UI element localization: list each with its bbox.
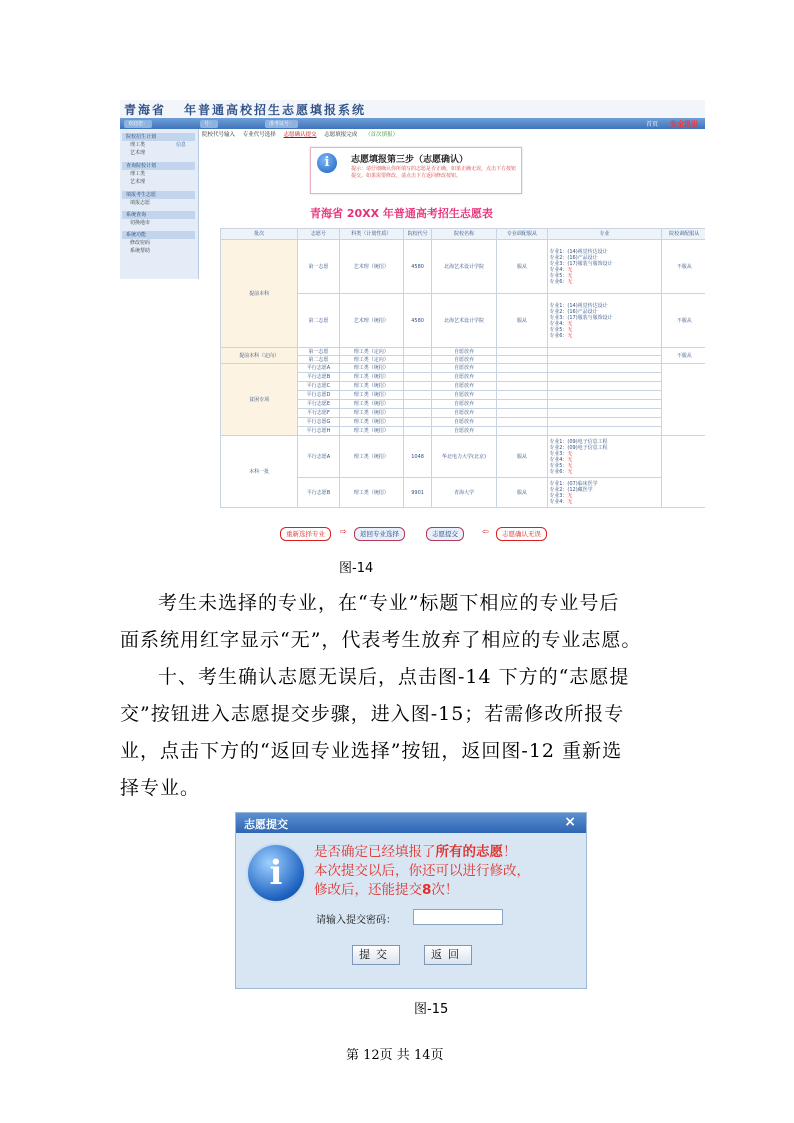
nav-number: 号： bbox=[200, 120, 218, 128]
arrow-right-icon: ⇨ bbox=[340, 527, 347, 536]
majors-cell: 专业1：(07)临床医学 专业2：(12)藏医学 专业3：无 专业4：无 bbox=[548, 478, 661, 508]
majors-cell: 专业1：(09)电子信息工程 专业2：(09)电子信息工程 专业3：无 专业4：无 专业5：无 专业6：无 bbox=[548, 436, 661, 478]
cell: 不服从 bbox=[661, 240, 705, 294]
dialog-message: 是否确定已经填报了所有的志愿！ 本次提交以后，你还可以进行修改， 修改后，还能提交8次！ bbox=[314, 844, 530, 898]
system-title-name: 年普通高校招生志愿填报系统 bbox=[184, 103, 367, 117]
batch-cell: 贫困专项 bbox=[221, 364, 298, 436]
cell bbox=[548, 356, 661, 364]
step-2: 专业代号选择 bbox=[242, 132, 276, 138]
paragraph-line: 考生未选择的专业，在“专业”标题下相应的专业号后 bbox=[158, 592, 620, 614]
cell: 自愿放弃 bbox=[432, 356, 496, 364]
cell: 服从 bbox=[496, 478, 548, 508]
cell: 理工类（统招） bbox=[339, 478, 403, 508]
nav-welcome: 欢迎您： bbox=[124, 120, 152, 128]
table-row bbox=[221, 240, 706, 294]
password-label: 请输入提交密码： bbox=[316, 915, 396, 926]
cell: 1048 bbox=[403, 436, 431, 478]
cell: 青海大学 bbox=[432, 478, 496, 508]
nav-exam-id: 准考证号： bbox=[265, 120, 298, 128]
back-button[interactable]: 返回 bbox=[424, 945, 472, 965]
sidebar-item-password[interactable]: 修改密码 bbox=[130, 240, 151, 246]
back-to-major-button[interactable]: 返回专业选择 bbox=[354, 527, 405, 541]
cell: 平行志愿A bbox=[298, 436, 339, 478]
cell: 4580 bbox=[403, 294, 431, 348]
figure-14-screenshot bbox=[120, 100, 705, 545]
system-title-bar bbox=[120, 100, 705, 119]
close-icon[interactable]: × bbox=[564, 814, 576, 830]
col-obey: 专业调配服从 bbox=[496, 229, 548, 240]
cell bbox=[403, 356, 431, 364]
page-footer: 第 12页 共 14页 bbox=[346, 1048, 444, 1063]
system-title-province: 青海省 bbox=[124, 103, 167, 117]
step-3-current: 志愿确认提交 bbox=[283, 132, 317, 138]
sidebar-item-ligong[interactable]: 理工类 bbox=[130, 142, 146, 148]
col-school-obey: 院校调配服从 bbox=[661, 229, 705, 240]
sidebar-head-system-func[interactable]: 系统功能 bbox=[122, 231, 195, 239]
cell: 平行志愿B bbox=[298, 478, 339, 508]
step-indicator bbox=[202, 130, 404, 138]
cell: 第一志愿 bbox=[298, 240, 339, 294]
cell: 自愿放弃 bbox=[432, 427, 496, 436]
table-title: 青海省 20XX 年普通高考招生志愿表 bbox=[310, 207, 493, 220]
submit-volunteer-button[interactable]: 志愿提交 bbox=[426, 527, 464, 541]
batch-cell: 提前本科 bbox=[221, 240, 298, 348]
cell: 理工类（统招） bbox=[339, 418, 403, 427]
cell: 理工类（统招） bbox=[339, 364, 403, 373]
cell: 自愿放弃 bbox=[432, 373, 496, 382]
info-icon: i bbox=[248, 845, 304, 901]
cell: 理工类（统招） bbox=[339, 409, 403, 418]
cell: 平行志愿F bbox=[298, 409, 339, 418]
cell: 第一志愿 bbox=[298, 348, 339, 356]
cell: 理工类（统招） bbox=[339, 400, 403, 409]
cell: 理工类（统招） bbox=[339, 373, 403, 382]
volunteer-table bbox=[220, 228, 705, 508]
table-row bbox=[221, 436, 706, 478]
cell: 平行志愿A bbox=[298, 364, 339, 373]
sidebar-item-yishu-2[interactable]: 艺术理 bbox=[130, 179, 146, 185]
col-code: 院校代号 bbox=[403, 229, 431, 240]
confirm-title: 志愿填报第三步（志愿确认） bbox=[351, 155, 469, 165]
home-link[interactable]: 首页 bbox=[646, 121, 659, 128]
cell: 平行志愿D bbox=[298, 391, 339, 400]
submit-dialog bbox=[235, 812, 587, 989]
cell: 艺术理（统招） bbox=[339, 294, 403, 348]
cell: 理工类（统招） bbox=[339, 427, 403, 436]
cell: 9901 bbox=[403, 478, 431, 508]
sidebar-item-help[interactable]: 系统帮助 bbox=[130, 248, 151, 254]
reselect-label: 重新选择专业 bbox=[280, 527, 331, 541]
cell: 自愿放弃 bbox=[432, 391, 496, 400]
cell: 艺术理（统招） bbox=[339, 240, 403, 294]
confirm-correct-label: 志愿确认无误 bbox=[496, 527, 547, 541]
step-1: 院校代号输入 bbox=[202, 132, 236, 138]
cell: 服从 bbox=[496, 294, 548, 348]
col-kind: 科类（计划性质） bbox=[339, 229, 403, 240]
col-name: 院校名称 bbox=[432, 229, 496, 240]
cell bbox=[548, 348, 661, 356]
first-fill-note: （首次填报） bbox=[365, 132, 399, 138]
cell: 第二志愿 bbox=[298, 294, 339, 348]
table-row bbox=[221, 348, 706, 356]
step-4: 志愿填报完成 bbox=[324, 132, 358, 138]
cell: 北海艺术设计学院 bbox=[432, 240, 496, 294]
caption-figure-14: 图-14 bbox=[339, 561, 374, 576]
batch-cell: 提前本科（定向） bbox=[221, 348, 298, 364]
paragraph-line: 十、考生确认志愿无误后，点击图-14 下方的“志愿提 bbox=[158, 666, 630, 688]
sidebar-head-system-query[interactable]: 系统查询 bbox=[122, 211, 195, 219]
cell: 平行志愿C bbox=[298, 382, 339, 391]
cell: 平行志愿G bbox=[298, 418, 339, 427]
cell: 平行志愿E bbox=[298, 400, 339, 409]
cell: 平行志愿B bbox=[298, 373, 339, 382]
paragraph-line: 交”按钮进入志愿提交步骤，进入图-15；若需修改所报专 bbox=[120, 703, 625, 725]
majors-cell: 专业1：(14)视觉传达设计 专业2：(16)产品设计 专业3：(17)服装与服饰设计 专业4：无 专业5：无 专业6：无 bbox=[548, 294, 661, 348]
cell: 理工类（定向） bbox=[339, 348, 403, 356]
info-icon: i bbox=[317, 153, 337, 173]
cell bbox=[496, 348, 548, 356]
sidebar-head-plan[interactable]: 院校招生计划 bbox=[122, 133, 195, 141]
cell: 理工类（定向） bbox=[339, 356, 403, 364]
dialog-title: 志愿提交 bbox=[244, 818, 288, 831]
cell: 第二志愿 bbox=[298, 356, 339, 364]
cell: 理工类（统招） bbox=[339, 382, 403, 391]
col-no: 志愿号 bbox=[298, 229, 339, 240]
sidebar-item-yishu[interactable]: 艺术理 bbox=[130, 150, 146, 156]
paragraph-line: 择专业。 bbox=[120, 777, 201, 799]
paragraph-line: 业，点击下方的“返回专业选择”按钮，返回图-12 重新选 bbox=[120, 740, 623, 762]
sidebar-info: 信息 bbox=[176, 142, 187, 148]
top-nav-bar bbox=[120, 118, 705, 129]
sidebar-item-switch-city[interactable]: 切换地市 bbox=[130, 220, 151, 226]
table-header-row bbox=[221, 229, 706, 240]
sidebar-head-fill[interactable]: 填报考生志愿 bbox=[122, 191, 195, 199]
cell bbox=[496, 356, 548, 364]
sidebar-item-ligong-2[interactable]: 理工类 bbox=[130, 171, 146, 177]
cell: 自愿放弃 bbox=[432, 400, 496, 409]
table-row bbox=[221, 364, 706, 373]
confirm-hint: 提示：请仔细确认你所填写的志愿是否正确，如果正确无误，点击下方按钮提交。如果需要修改，请点击下方返回修改按钮。 bbox=[351, 166, 517, 179]
paragraph-line: 面系统用红字显示“无”，代表考生放弃了相应的专业志愿。 bbox=[120, 629, 642, 651]
sidebar-head-query[interactable]: 查询院校计划 bbox=[122, 162, 195, 170]
dialog-titlebar bbox=[236, 813, 586, 833]
cell: 不服从 bbox=[661, 294, 705, 348]
cell: 服从 bbox=[496, 240, 548, 294]
cell: 自愿放弃 bbox=[432, 382, 496, 391]
cell bbox=[661, 436, 705, 508]
col-majors: 专业 bbox=[548, 229, 661, 240]
batch-cell: 本科一批 bbox=[221, 436, 298, 508]
cell: 自愿放弃 bbox=[432, 409, 496, 418]
password-input[interactable] bbox=[413, 909, 503, 925]
arrow-left-icon: ⇦ bbox=[482, 527, 489, 536]
cell: 服从 bbox=[496, 436, 548, 478]
cell: 4580 bbox=[403, 240, 431, 294]
cell bbox=[403, 348, 431, 356]
col-batch: 批次 bbox=[221, 229, 298, 240]
sidebar-item-fill[interactable]: 填报志愿 bbox=[130, 200, 151, 206]
logout-link[interactable]: 安全退出 bbox=[670, 120, 698, 128]
cell: 平行志愿H bbox=[298, 427, 339, 436]
sidebar-menu bbox=[120, 129, 199, 279]
bottom-actions bbox=[280, 527, 705, 541]
cell: 华北电力大学(北京) bbox=[432, 436, 496, 478]
cell: 北海艺术设计学院 bbox=[432, 294, 496, 348]
cell: 不服从 bbox=[661, 348, 705, 364]
majors-cell: 专业1：(14)视觉传达设计 专业2：(16)产品设计 专业3：(17)服装与服饰设计 专业4：无 专业5：无 专业6：无 bbox=[548, 240, 661, 294]
cell: 自愿放弃 bbox=[432, 348, 496, 356]
cell: 自愿放弃 bbox=[432, 364, 496, 373]
cell: 自愿放弃 bbox=[432, 418, 496, 427]
cell: 理工类（统招） bbox=[339, 391, 403, 400]
confirm-notice bbox=[310, 147, 522, 194]
cell: 理工类（统招） bbox=[339, 436, 403, 478]
submit-button[interactable]: 提交 bbox=[352, 945, 400, 965]
caption-figure-15: 图-15 bbox=[414, 1002, 449, 1017]
